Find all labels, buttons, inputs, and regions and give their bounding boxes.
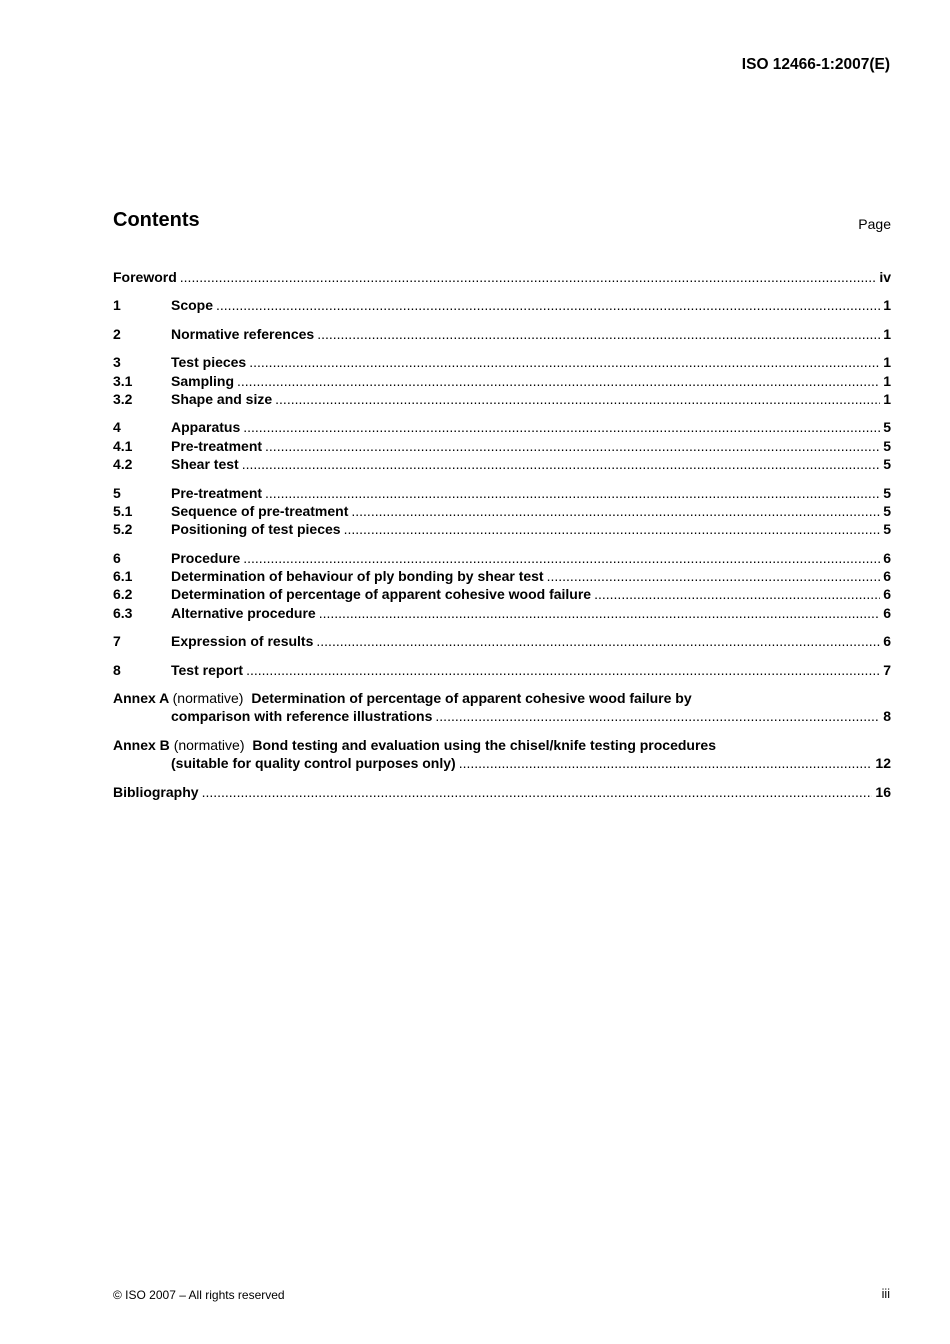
toc-entry-title: Pre-treatment <box>171 484 263 501</box>
toc-entry-title: Procedure <box>171 549 241 566</box>
toc-entry-page: 1 <box>883 354 891 371</box>
toc-leader-dots <box>275 390 880 408</box>
toc-entry-page: 12 <box>875 755 891 772</box>
toc-group-8 <box>113 661 891 679</box>
toc-entry-5-2[interactable] <box>113 520 891 538</box>
annex-b-normative: (normative) <box>173 736 245 753</box>
toc-entry-number: 8 <box>113 661 121 678</box>
toc-leader-dots <box>316 632 880 650</box>
toc-leader-dots <box>202 783 873 801</box>
toc-entry-number: 3 <box>113 354 121 371</box>
toc-entry-page: 1 <box>883 372 891 389</box>
toc-entry-title: Shape and size <box>171 390 273 407</box>
toc-entry-number: 5.1 <box>113 502 133 519</box>
footer-copyright: © ISO 2007 – All rights reserved <box>113 1288 285 1302</box>
toc-entry-page: 5 <box>883 456 891 473</box>
page-column-label: Page <box>858 216 891 232</box>
toc-entry-3-2[interactable] <box>113 390 891 408</box>
annex-a-title-line-2: comparison with reference illustrations <box>171 708 433 725</box>
annex-b-title-line-1: Bond testing and evaluation using the chisel/knife testing procedures <box>252 736 717 753</box>
toc-entry-page: iv <box>879 269 891 285</box>
toc-group-annex-a[interactable] <box>113 689 891 726</box>
toc-entry-title: Alternative procedure <box>171 604 316 621</box>
toc-entry-4-1[interactable] <box>113 437 891 455</box>
toc-entry-2[interactable] <box>113 325 891 343</box>
toc-entry-page: 6 <box>883 633 891 650</box>
toc-entry-number: 4 <box>113 419 121 436</box>
toc-leader-dots <box>242 455 881 473</box>
toc-group-6 <box>113 549 891 623</box>
toc-group-1 <box>113 296 891 314</box>
toc-entry-page: 8 <box>883 708 891 725</box>
toc-entry-number: 4.1 <box>113 437 133 454</box>
toc-entry-page: 5 <box>883 521 891 538</box>
toc-leader-dots <box>180 268 877 286</box>
toc-entry-1[interactable] <box>113 296 891 314</box>
toc-leader-dots <box>319 604 880 622</box>
toc-entry-6-2[interactable] <box>113 585 891 603</box>
toc-group-2 <box>113 325 891 343</box>
toc-leader-dots <box>246 661 880 679</box>
toc-entry-number: 3.1 <box>113 372 133 389</box>
toc-entry-title: Foreword <box>113 269 177 285</box>
toc-leader-dots <box>459 754 873 772</box>
toc-leader-dots <box>249 353 880 371</box>
toc-entry-number: 6.2 <box>113 586 133 603</box>
toc-group-bibliography <box>113 783 891 801</box>
toc-entry-title: Pre-treatment <box>171 437 263 454</box>
annex-a-line-2 <box>113 707 891 725</box>
toc-entry-title: Shear test <box>171 456 239 473</box>
toc-entry-page: 7 <box>883 661 891 678</box>
toc-entry-number: 5.2 <box>113 521 133 538</box>
toc-group-4 <box>113 418 891 473</box>
toc-entry-7[interactable] <box>113 632 891 650</box>
toc-entry-page: 6 <box>883 586 891 603</box>
toc-entry-title: Scope <box>171 297 214 314</box>
toc-entry-page: 5 <box>883 502 891 519</box>
toc-entry-title: Sampling <box>171 372 235 389</box>
annex-a-normative: (normative) <box>172 690 244 707</box>
toc-entry-page: 6 <box>883 604 891 621</box>
toc-leader-dots <box>317 325 880 343</box>
toc-leader-dots <box>216 296 880 314</box>
toc-entry-number: 7 <box>113 633 121 650</box>
toc-entry-title: Bibliography <box>113 783 199 800</box>
toc-leader-dots <box>594 585 880 603</box>
toc-entry-4[interactable] <box>113 418 891 436</box>
toc-entry-6-3[interactable] <box>113 604 891 622</box>
toc-group-3 <box>113 353 891 408</box>
toc-group-annex-b[interactable] <box>113 736 891 773</box>
toc-entry-3[interactable] <box>113 353 891 371</box>
toc-leader-dots <box>265 437 880 455</box>
toc-entry-8[interactable] <box>113 661 891 679</box>
toc-entry-title: Test report <box>171 661 244 678</box>
toc-entry-title: Determination of behaviour of ply bonding by shear test <box>171 568 544 585</box>
document-id: ISO 12466-1:2007(E) <box>741 56 890 73</box>
toc-leader-dots <box>344 520 881 538</box>
toc-entry-3-1[interactable] <box>113 372 891 390</box>
toc-entry-number: 3.2 <box>113 390 133 407</box>
annex-b-line-2 <box>113 754 891 772</box>
toc-entry-5[interactable] <box>113 484 891 502</box>
toc-entry-number: 2 <box>113 325 121 342</box>
toc-entry-page: 6 <box>883 568 891 585</box>
toc-leader-dots <box>351 502 880 520</box>
toc-leader-dots <box>435 707 880 725</box>
toc-entry-bibliography[interactable] <box>113 783 891 801</box>
annex-b-title-line-2: (suitable for quality control purposes only) <box>171 755 456 772</box>
toc-leader-dots <box>243 549 880 567</box>
footer-page-number: iii <box>881 1287 890 1301</box>
annex-a-label: Annex A <box>113 690 169 707</box>
annex-b-line-1 <box>113 736 891 754</box>
annex-a-title-line-1: Determination of percentage of apparent cohesive wood failure by <box>251 690 692 707</box>
toc-entry-page: 5 <box>883 437 891 454</box>
toc-entry-page: 6 <box>883 549 891 566</box>
toc-leader-dots <box>265 484 880 502</box>
toc-group-foreword <box>113 268 891 286</box>
toc-leader-dots <box>237 372 880 390</box>
toc-entry-6[interactable] <box>113 549 891 567</box>
toc-entry-title: Normative references <box>171 325 315 342</box>
toc-entry-title: Sequence of pre-treatment <box>171 502 349 519</box>
toc-entry-title: Positioning of test pieces <box>171 521 341 538</box>
toc-entry-title: Determination of percentage of apparent cohesive wood failure <box>171 586 592 603</box>
toc-entry-page: 5 <box>883 484 891 501</box>
toc-entry-number: 4.2 <box>113 456 133 473</box>
toc-entry-title: Apparatus <box>171 419 241 436</box>
toc-entry-foreword[interactable] <box>113 268 891 286</box>
annex-b-label: Annex B <box>113 736 170 753</box>
toc-entry-number: 6 <box>113 549 121 566</box>
toc-entry-title: Test pieces <box>171 354 247 371</box>
toc-entry-6-1[interactable] <box>113 567 891 585</box>
toc-entry-title: Expression of results <box>171 633 314 650</box>
toc-group-7 <box>113 632 891 650</box>
toc-entry-page: 16 <box>875 783 891 800</box>
contents-heading: Contents <box>113 209 200 231</box>
toc-entry-5-1[interactable] <box>113 502 891 520</box>
toc-entry-number: 5 <box>113 484 121 501</box>
toc-entry-4-2[interactable] <box>113 455 891 473</box>
toc-entry-page: 5 <box>883 419 891 436</box>
toc-leader-dots <box>547 567 881 585</box>
toc-entry-page: 1 <box>883 325 891 342</box>
toc-entry-number: 6.1 <box>113 568 133 585</box>
toc-entry-number: 6.3 <box>113 604 133 621</box>
toc-entry-page: 1 <box>883 297 891 314</box>
toc-entry-page: 1 <box>883 390 891 407</box>
toc-leader-dots <box>243 418 880 436</box>
table-of-contents <box>113 268 891 811</box>
toc-entry-number: 1 <box>113 297 121 314</box>
toc-group-5 <box>113 484 891 539</box>
annex-a-line-1 <box>113 689 891 707</box>
